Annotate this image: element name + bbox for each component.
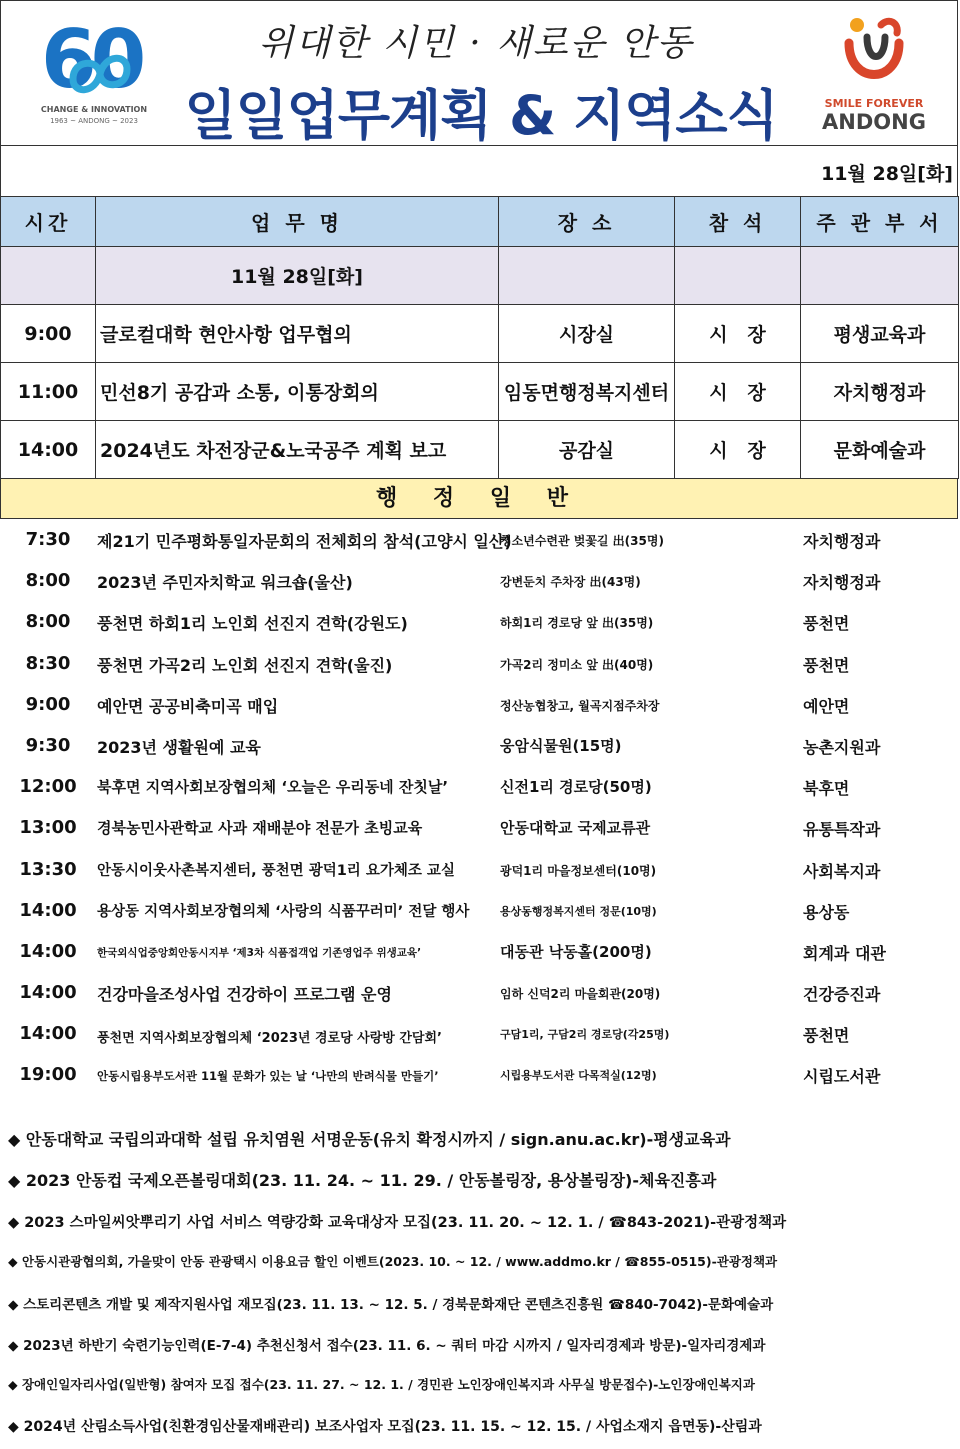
list-item <box>0 1056 958 1097</box>
item-dept: 자치행정과 <box>803 573 881 593</box>
list-item <box>0 562 958 603</box>
item-place: 광덕1리 마을정보센터(10명) <box>500 863 657 878</box>
logo-caption: CHANGE & INNOVATION <box>40 105 148 114</box>
notice-text: ◆ 장애인일자리사업(일반형) 참여자 모집 접수(23. 11. 27. ~ 12. 1. / 경민관 노인장애인복지과 사무실 방문접수)-노인장애인복지과 <box>8 1377 755 1392</box>
item-task: 경북농민사관학교 사과 재배분야 전문가 초빙교육 <box>97 819 423 838</box>
date-row-label: 11월 28일[화] <box>96 247 499 305</box>
notice-text: ◆ 2023 스마일씨앗뿌리기 사업 서비스 역량강화 교육대상자 모집(23. 11. 20. ~ 12. 1. / ☎843-2021)-관광정책과 <box>8 1215 787 1231</box>
item-time: 14:00 <box>19 982 77 1004</box>
report-date: 11월 28일[화] <box>821 163 953 185</box>
item-dept: 자치행정과 <box>803 532 881 551</box>
item-task: 안동시이웃사촌복지센터, 풍천면 광덕1리 요가체조 교실 <box>97 862 455 879</box>
item-time: 9:30 <box>25 734 71 756</box>
logo-number: 60 <box>41 13 141 106</box>
list-item <box>0 521 958 562</box>
col-header-dept: 주 관 부 서 <box>801 197 959 247</box>
item-dept: 농촌지원과 <box>803 737 881 757</box>
item-task: 2023년 생활원예 교육 <box>97 737 261 757</box>
row-attendee: 시 장 <box>675 363 801 421</box>
table-row <box>1 421 959 479</box>
notice-text: ◆ 2023 안동컵 국제오픈볼링대회(23. 11. 24. ~ 11. 29. / 안동볼링장, 용상볼링장)-체육진흥과 <box>8 1171 717 1190</box>
item-place: 안동대학교 국제교류관 <box>500 819 651 838</box>
item-task: 풍천면 하회1리 노인회 선진지 견학(강원도) <box>97 614 408 634</box>
header <box>0 0 958 146</box>
col-header-place: 장 소 <box>499 197 675 247</box>
list-item <box>0 933 958 974</box>
item-task: 한국외식업중앙회안동시지부 ‘제3차 식품접객업 기존영업주 위생교육’ <box>97 946 422 959</box>
item-time: 13:30 <box>19 858 77 880</box>
table-row <box>1 305 959 363</box>
item-time: 19:00 <box>19 1064 77 1086</box>
item-place: 시립용부도서관 다목적실(12명) <box>500 1069 657 1083</box>
list-item <box>0 892 958 933</box>
item-dept: 풍천면 <box>803 655 850 675</box>
item-task: 예안면 공공비축미곡 매입 <box>97 696 279 716</box>
item-time: 8:00 <box>25 611 71 633</box>
item-place: 강변둔치 주차장 出(43명) <box>500 575 641 590</box>
item-place: 가곡2리 정미소 앞 出(40명) <box>500 657 654 672</box>
row-attendee: 시 장 <box>675 305 801 363</box>
item-time: 7:30 <box>25 529 71 550</box>
item-place: 청소년수련관 벚꽃길 出(35명) <box>500 534 664 548</box>
item-time: 8:00 <box>25 570 71 592</box>
smile-andong-logo <box>809 15 939 135</box>
item-time: 12:00 <box>19 776 77 798</box>
row-place: 임동면행정복지센터 <box>499 363 675 421</box>
list-item <box>0 851 958 892</box>
item-dept: 풍천면 <box>803 1026 850 1046</box>
col-header-task: 업 무 명 <box>96 197 499 247</box>
item-time: 13:00 <box>19 817 77 839</box>
admin-section-title: 행 정 일 반 <box>0 478 958 519</box>
row-place: 공감실 <box>499 421 675 479</box>
notice-item <box>0 1323 958 1364</box>
smile-andong-text: ANDONG <box>822 110 926 134</box>
col-header-attendee: 참 석 <box>675 197 801 247</box>
item-task: 안동시립용부도서관 11월 문화가 있는 날 ‘나만의 반려식물 만들기’ <box>97 1069 439 1084</box>
table-date-row <box>1 247 959 305</box>
notice-list <box>0 1118 958 1446</box>
notice-text: ◆ 안동시관광협의회, 가을맞이 안동 관광택시 이용요금 할인 이벤트(2023. 10. ~ 12. / www.addmo.kr / ☎855-0515)-관광정책과 <box>8 1254 778 1269</box>
item-dept: 풍천면 <box>803 614 850 634</box>
row-dept: 문화예술과 <box>801 421 959 479</box>
page-title: 일일업무계획 & 지역소식 <box>184 84 778 147</box>
item-place: 정산농협창고, 월곡지점주차장 <box>500 698 660 713</box>
admin-list <box>0 521 958 1098</box>
item-time: 9:00 <box>25 693 71 715</box>
smile-caption: SMILE FOREVER <box>824 97 924 110</box>
item-dept: 건강증진과 <box>803 985 881 1005</box>
item-task: 건강마을조성사업 건강하이 프로그램 운영 <box>97 985 392 1005</box>
item-dept: 예안면 <box>803 696 850 716</box>
notice-item <box>0 1241 958 1282</box>
row-task: 민선8기 공감과 소통, 이통장회의 <box>96 363 499 421</box>
list-item <box>0 686 958 727</box>
item-task: 제21기 민주평화통일자문회의 전체회의 참석(고양시 일산) <box>97 532 512 551</box>
item-task: 풍천면 가곡2리 노인회 선진지 견학(울진) <box>97 655 393 675</box>
item-dept: 유통특작과 <box>803 820 881 840</box>
item-dept: 사회복지과 <box>803 861 881 881</box>
item-time: 14:00 <box>19 940 77 962</box>
row-time: 11:00 <box>1 363 96 421</box>
table-header-row <box>1 197 959 247</box>
list-item <box>0 974 958 1015</box>
row-place: 시장실 <box>499 305 675 363</box>
slogan: 위대한 시민 · 새로운 안동 <box>258 23 694 64</box>
notice-item <box>0 1282 958 1323</box>
infinity-loop-icon <box>65 49 135 99</box>
item-place: 웅암식물원(15명) <box>500 736 622 755</box>
row-attendee: 시 장 <box>675 421 801 479</box>
item-dept: 회계과 대관 <box>803 943 886 963</box>
logo-years: 1963 ~ ANDONG ~ 2023 <box>50 117 138 125</box>
notice-item <box>0 1159 958 1200</box>
date-line <box>0 146 958 196</box>
item-time: 14:00 <box>19 1023 77 1045</box>
list-item <box>0 1015 958 1056</box>
row-task: 글로컬대학 현안사항 업무협의 <box>96 305 499 363</box>
item-place: 구담1리, 구담2리 경로당(각25명) <box>500 1028 670 1042</box>
list-item <box>0 645 958 686</box>
item-place: 용상동행정복지센터 정문(10명) <box>500 904 657 918</box>
item-task: 북후면 지역사회보장협의체 ‘오늘은 우리동네 잔칫날’ <box>97 778 449 797</box>
notice-item <box>0 1364 958 1405</box>
notice-item <box>0 1200 958 1241</box>
item-dept: 시립도서관 <box>803 1067 881 1087</box>
item-dept: 용상동 <box>803 902 850 922</box>
item-task: 풍천면 지역사회보장협의체 ‘2023년 경로당 사랑방 간담회’ <box>97 1031 442 1047</box>
item-task: 2023년 주민자치학교 워크숍(울산) <box>97 573 353 593</box>
row-time: 14:00 <box>1 421 96 479</box>
smile-mark-icon <box>837 15 911 89</box>
notice-item <box>0 1118 958 1159</box>
row-task: 2024년도 차전장군&노국공주 계획 보고 <box>96 421 499 479</box>
list-item <box>0 768 958 809</box>
item-place: 임하 신덕2리 마을회관(20명) <box>500 987 661 1002</box>
list-item <box>0 603 958 644</box>
col-header-time: 시간 <box>1 197 96 247</box>
row-time: 9:00 <box>1 305 96 363</box>
list-item <box>0 809 958 850</box>
list-item <box>0 727 958 768</box>
item-time: 14:00 <box>19 899 77 921</box>
row-dept: 평생교육과 <box>801 305 959 363</box>
notice-text: ◆ 스토리콘텐츠 개발 및 제작지원사업 재모집(23. 11. 13. ~ 12. 5. / 경북문화재단 콘텐츠진흥원 ☎840-7042)-문화예술과 <box>8 1297 774 1313</box>
table-row <box>1 363 959 421</box>
row-dept: 자치행정과 <box>801 363 959 421</box>
item-place: 하회1리 경로당 앞 出(35명) <box>500 616 654 631</box>
item-place: 대동관 낙동홀(200명) <box>500 942 652 961</box>
item-time: 8:30 <box>25 652 71 674</box>
item-place: 신전1리 경로당(50명) <box>500 778 652 797</box>
notice-item <box>0 1405 958 1446</box>
schedule-table <box>0 196 959 479</box>
notice-text: ◆ 2023년 하반기 숙련기능인력(E-7-4) 추천신청서 접수(23. 11. 6. ~ 쿼터 마감 시까지 / 일자리경제과 방문)-일자리경제과 <box>8 1338 766 1354</box>
anniversary-logo <box>29 13 159 131</box>
item-dept: 북후면 <box>803 779 850 799</box>
notice-text: ◆ 안동대학교 국립의과대학 설립 유치염원 서명운동(유치 확정시까지 / sign.anu.ac.kr)-평생교육과 <box>8 1130 731 1149</box>
item-task: 용상동 지역사회보장협의체 ‘사랑의 식품꾸러미’ 전달 행사 <box>97 903 470 920</box>
notice-text: ◆ 2024년 산림소득사업(친환경임산물재배관리) 보조사업자 모집(23. 11. 15. ~ 12. 15. / 사업소재지 읍면동)-산림과 <box>8 1419 762 1435</box>
